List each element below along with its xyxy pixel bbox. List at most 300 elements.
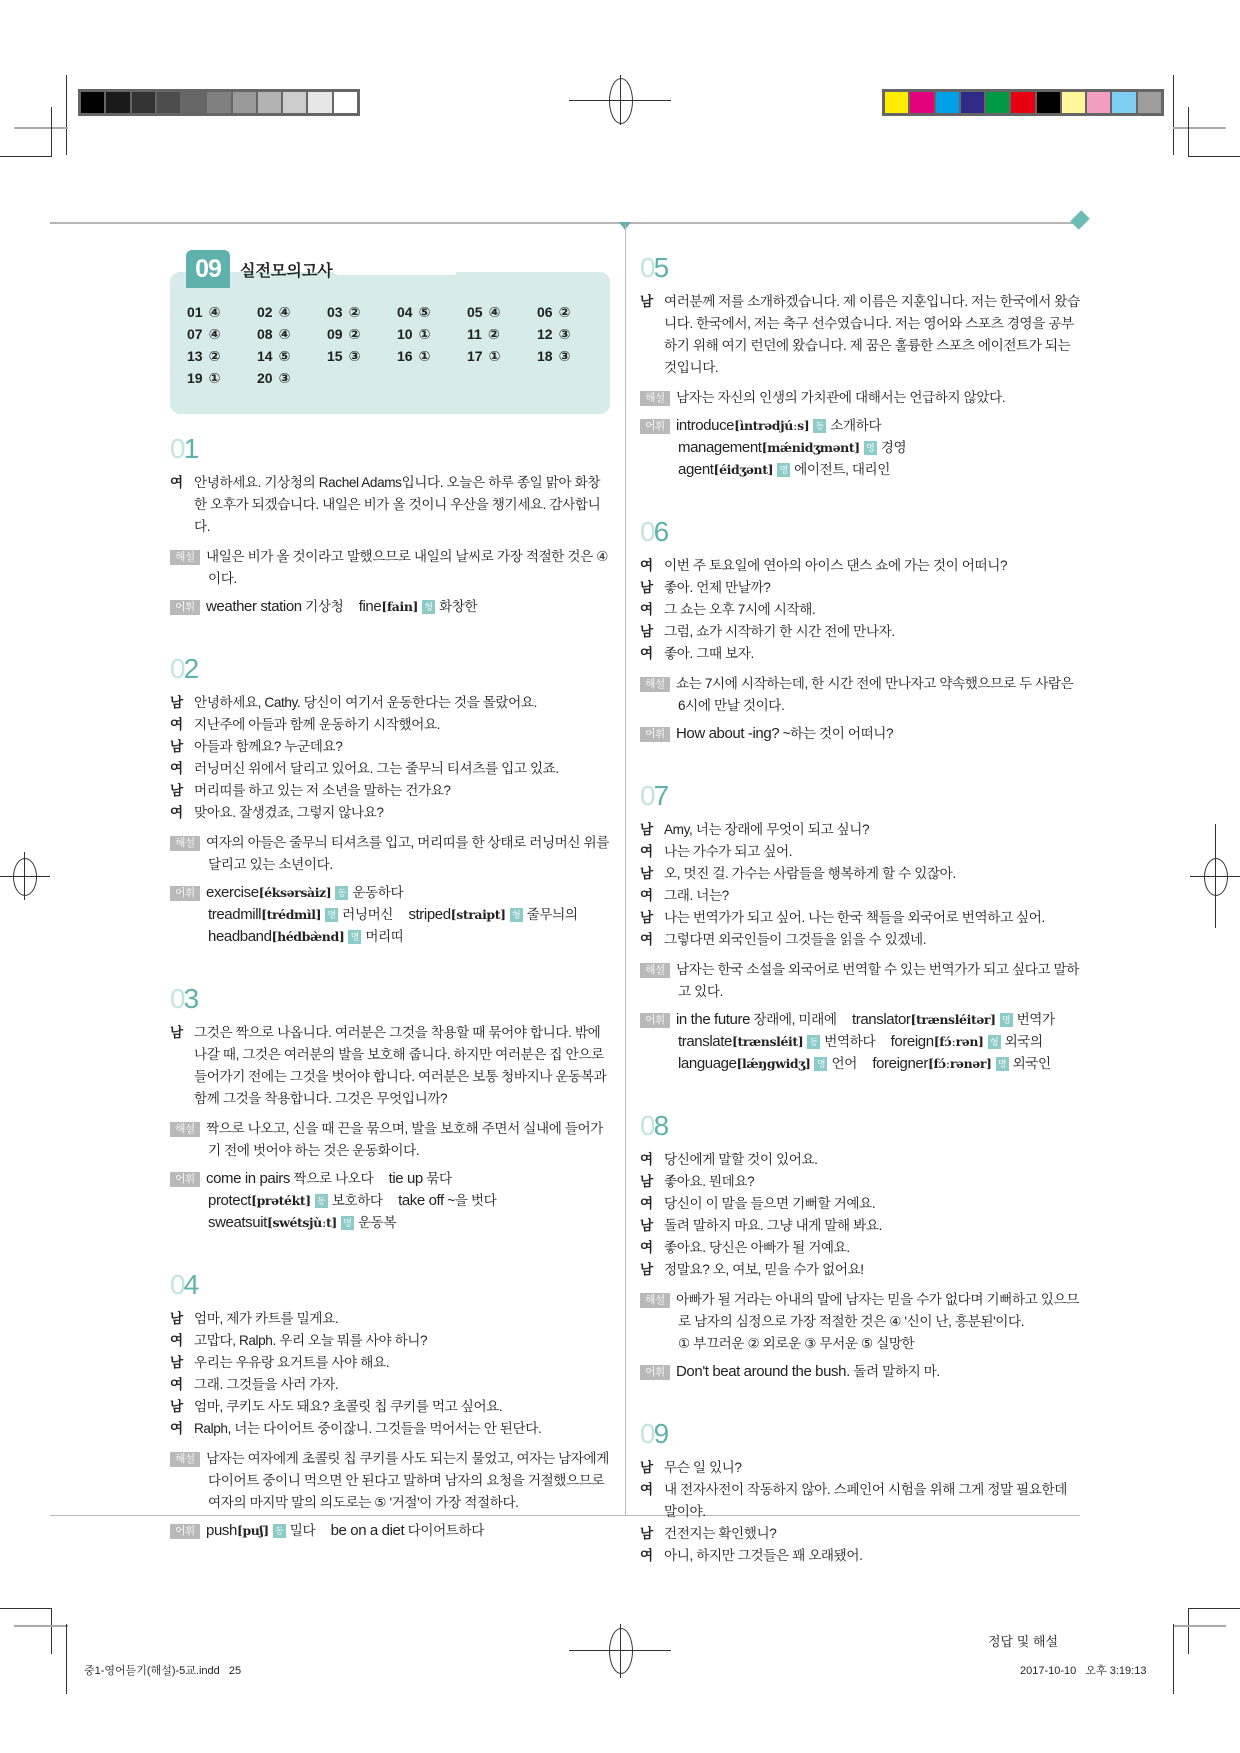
speaker-label: 여 <box>640 888 653 903</box>
dialogue-text: 여러분께 저를 소개하겠습니다. 제 이름은 지훈입니다. 저는 한국에서 왔습니다. 한국에서, 저는 축구 선수였습니다. 저는 영어와 스포츠 경영을 공부하기 위해 여기 런던에 왔습니다. 제 꿈은 훌륭한 스포츠 에이전트가 되는 것입니다. <box>664 294 1080 375</box>
vocab-item <box>206 1520 315 1542</box>
pronunciation-text: trænsléit <box>737 1034 798 1049</box>
speaker-label: 남 <box>170 1355 183 1370</box>
answer-item <box>467 304 537 321</box>
question-number: 07 <box>187 326 203 342</box>
explanation <box>170 1118 612 1162</box>
vocab-word: be on a diet <box>330 1522 405 1539</box>
part-of-speech-badge: 명 <box>777 463 790 477</box>
question-number: 01 <box>187 304 203 320</box>
answer-choice: ① <box>488 348 501 364</box>
color-swatch <box>334 92 357 113</box>
answer-choice: ③ <box>558 348 571 364</box>
vocab-pronunciation: [fɔ́ːrən] <box>933 1034 984 1049</box>
right-column <box>640 251 1082 1650</box>
pronunciation-text: hédbæ̀nd <box>277 929 339 944</box>
dialogue-text: 안녕하세요, Cathy. 당신이 여기서 운동한다는 것을 몰랐어요. <box>194 695 537 710</box>
dialogue-text: 내 전자사전이 작동하지 않아. 스페인어 시험을 위해 그게 정말 필요한데 말이야. <box>664 1482 1067 1519</box>
section-number-second-digit: 3 <box>183 983 198 1014</box>
vocab-meaning: ~하는 것이 어떠니? <box>782 726 894 741</box>
vocab-word: Don't beat around the bush. <box>676 1363 850 1380</box>
vocab-item <box>208 926 404 948</box>
vocab-pronunciation: [éksərsàiz] <box>258 885 332 900</box>
pronunciation-text: lǽŋgwidʒ <box>742 1056 805 1071</box>
part-of-speech-badge: 명 <box>996 1057 1009 1071</box>
dialogue-text: 좋아. 그때 보자. <box>664 646 754 661</box>
dialogue-text: 그럼, 쇼가 시작하기 한 시간 전에 만나자. <box>664 624 895 639</box>
running-footer-label: 정답 및 해설 <box>987 1634 1058 1649</box>
vocab-word: agent <box>678 461 714 478</box>
vocab-item <box>208 1190 383 1212</box>
answer-item <box>397 326 467 343</box>
vocab-item <box>206 596 343 618</box>
color-swatch <box>1037 92 1062 113</box>
dialogue-text: 러닝머신 위에서 달리고 있어요. 그는 줄무늬 티셔츠를 입고 있죠. <box>194 761 559 776</box>
part-of-speech-badge: 동 <box>315 1194 328 1208</box>
section-number <box>640 1109 1082 1143</box>
dialogue-line <box>170 802 612 824</box>
section-number-second-digit: 9 <box>653 1418 668 1449</box>
vocab-meaning: 외국의 <box>1004 1034 1043 1049</box>
question-number: 04 <box>397 304 413 320</box>
vocab-label: 어휘 <box>640 1013 670 1028</box>
part-of-speech-badge: 동 <box>813 419 826 433</box>
dialogue-line <box>640 1259 1082 1281</box>
section-number-second-digit: 4 <box>183 1269 198 1300</box>
answer-item <box>537 326 607 343</box>
explanation <box>640 673 1082 717</box>
vocab-item <box>359 596 478 618</box>
speaker-label: 남 <box>640 866 653 881</box>
color-swatch <box>182 92 207 113</box>
color-swatch <box>1062 92 1087 113</box>
vocab-word: foreign <box>890 1033 934 1050</box>
question-number: 12 <box>537 326 553 342</box>
color-swatch <box>1011 92 1036 113</box>
section-number-second-digit: 2 <box>183 653 198 684</box>
grayscale-calibration-bar <box>78 89 360 116</box>
speaker-label: 남 <box>640 822 653 837</box>
answer-choice: ① <box>208 370 221 386</box>
vocab-word: come in pairs <box>206 1170 291 1187</box>
section-number-first-digit: 0 <box>170 1269 184 1300</box>
dialogue-text: 지난주에 아들과 함께 운동하기 시작했어요. <box>194 717 441 732</box>
answer-item <box>327 348 397 365</box>
part-of-speech-badge: 동 <box>273 1524 286 1538</box>
vocab-meaning: 소개하다 <box>830 418 882 433</box>
question-number: 08 <box>257 326 273 342</box>
answer-choice: ③ <box>278 370 291 386</box>
dialogue-line <box>170 736 612 758</box>
color-swatch <box>986 92 1011 113</box>
answer-item <box>397 348 467 365</box>
section-number-first-digit: 0 <box>170 653 184 684</box>
section-number-second-digit: 5 <box>653 252 668 283</box>
diamond-icon <box>1070 210 1090 230</box>
pronunciation-text: trédmìl <box>266 907 316 922</box>
vocabulary <box>640 1009 1082 1075</box>
vocab-label: 어휘 <box>640 1365 670 1380</box>
vocab-pronunciation: [hédbæ̀nd] <box>271 929 345 944</box>
explanation-label: 해설 <box>640 963 670 978</box>
vocab-word: language <box>678 1055 737 1072</box>
dialogue-text: 엄마, 쿠키도 사도 돼요? 초콜릿 칩 쿠키를 먹고 싶어요. <box>194 1399 503 1414</box>
vocab-item <box>678 1031 875 1053</box>
vocab-word: push <box>206 1522 237 1539</box>
vocab-label: 어휘 <box>640 419 670 434</box>
pronunciation-text: éksərsàiz <box>264 885 326 900</box>
question-number: 19 <box>187 370 203 386</box>
question-number: 03 <box>327 304 343 320</box>
vocab-word: fine <box>358 598 382 615</box>
answer-choice: ① <box>418 326 431 342</box>
section-08 <box>640 1109 1082 1383</box>
dialogue-line <box>170 1418 612 1440</box>
answer-box-notch <box>330 253 456 275</box>
answer-item <box>187 348 257 365</box>
dialogue-text: 건전지는 확인했니? <box>664 1526 777 1541</box>
section-04 <box>170 1268 612 1542</box>
vocab-meaning: 장래에, 미래에 <box>753 1012 837 1027</box>
speaker-label: 여 <box>170 1377 183 1392</box>
dialogue-line <box>640 1193 1082 1215</box>
explanation-text: 내일은 비가 올 것이라고 말했으므로 내일의 날씨로 가장 적절한 것은 ④이다. <box>206 549 609 586</box>
vocab-meaning: 외국인 <box>1012 1056 1051 1071</box>
vocab-pronunciation: [fɔ́ːrənər] <box>927 1056 992 1071</box>
dialogue-text: 그 쇼는 오후 7시에 시작해. <box>664 602 816 617</box>
speaker-label: 여 <box>170 1333 183 1348</box>
part-of-speech-badge: 형 <box>988 1035 1001 1049</box>
explanation-label: 해설 <box>170 1452 200 1467</box>
part-of-speech-badge: 명 <box>864 441 877 455</box>
color-swatch <box>157 92 182 113</box>
vocab-word: exercise <box>206 884 259 901</box>
vocab-pronunciation: [trænsléit] <box>731 1034 804 1049</box>
vocab-word: striped <box>408 906 451 923</box>
answer-choice: ② <box>558 304 571 320</box>
part-of-speech-badge: 동 <box>807 1035 820 1049</box>
dialogue-text: 머리띠를 하고 있는 저 소년을 말하는 건가요? <box>194 783 451 798</box>
section-number <box>640 251 1082 285</box>
vocabulary <box>170 596 612 618</box>
part-of-speech-badge: 명 <box>1000 1013 1013 1027</box>
speaker-label: 여 <box>640 932 653 947</box>
dialogue-line <box>640 1457 1082 1479</box>
dialogue-line <box>640 1149 1082 1171</box>
dialogue-text: Amy, 너는 장래에 무엇이 되고 싶니? <box>664 822 870 837</box>
speaker-label: 남 <box>170 783 183 798</box>
vocab-item <box>676 415 881 437</box>
explanation <box>640 959 1082 1003</box>
dialogue-line <box>170 758 612 780</box>
section-number <box>170 1268 612 1302</box>
speaker-label: 남 <box>640 1262 653 1277</box>
speaker-label: 남 <box>640 624 653 639</box>
pronunciation-text: swétsjùːt <box>272 1215 332 1230</box>
dialogue-line <box>170 472 612 538</box>
speaker-label: 남 <box>170 1399 183 1414</box>
explanation-label: 해설 <box>170 550 200 565</box>
color-swatch <box>910 92 935 113</box>
pronunciation-text: mǽnidʒmənt <box>767 440 855 455</box>
dialogue-line <box>170 692 612 714</box>
section-number-first-digit: 0 <box>640 252 654 283</box>
explanation <box>640 1289 1082 1355</box>
vocab-meaning: 기상청 <box>305 599 344 614</box>
color-swatch <box>258 92 283 113</box>
answer-item <box>257 370 327 387</box>
section-number <box>640 1417 1082 1451</box>
answer-item <box>187 326 257 343</box>
question-number: 10 <box>397 326 413 342</box>
vocab-meaning: 짝으로 나오다 <box>293 1171 374 1186</box>
color-swatch <box>132 92 157 113</box>
dialogue-line <box>170 714 612 736</box>
vocab-meaning: 돌려 말하지 마. <box>853 1364 940 1379</box>
speaker-label: 여 <box>170 761 183 776</box>
question-number: 16 <box>397 348 413 364</box>
speaker-label: 여 <box>640 602 653 617</box>
explanation-text: 아빠가 될 거라는 아내의 말에 남자는 믿을 수가 없다며 기뻐하고 있으므로 남자의 심정으로 가장 적절한 것은 ④ '신이 난, 흥분된'이다. <box>676 1292 1079 1329</box>
explanation <box>170 832 612 876</box>
question-number: 14 <box>257 348 273 364</box>
print-timestamp: 2017-10-10 오후 3:19:13 <box>1020 1665 1147 1677</box>
vocab-word: management <box>678 439 762 456</box>
dialogue-text: 좋아. 언제 만날까? <box>664 580 771 595</box>
dialogue-line <box>640 863 1082 885</box>
part-of-speech-badge: 명 <box>325 908 338 922</box>
top-rule <box>50 222 1080 224</box>
dialogue-line <box>640 577 1082 599</box>
answer-item <box>537 304 607 321</box>
color-swatch <box>233 92 258 113</box>
vocab-item <box>206 882 403 904</box>
vocab-item <box>398 1190 496 1212</box>
answer-choice: ③ <box>558 326 571 342</box>
dialogue-line <box>640 929 1082 951</box>
vocab-item <box>852 1009 1055 1031</box>
speaker-label: 여 <box>170 717 183 732</box>
answer-item <box>537 348 607 365</box>
vocab-word: introduce <box>676 417 735 434</box>
vocab-label: 어휘 <box>170 600 200 615</box>
vocab-meaning: 운동복 <box>357 1215 397 1230</box>
vocab-meaning: 다이어트하다 <box>407 1523 484 1538</box>
vocab-item <box>676 1361 940 1383</box>
dialogue-text: 돌려 말하지 마요. 그냥 내게 말해 봐요. <box>664 1218 882 1233</box>
section-01 <box>170 432 612 618</box>
vocab-word: foreigner <box>872 1055 928 1072</box>
speaker-label: 여 <box>640 1196 653 1211</box>
dialogue-text: 당신이 이 말을 들으면 기뻐할 거예요. <box>664 1196 876 1211</box>
question-number: 15 <box>327 348 343 364</box>
vocab-meaning: 화창한 <box>439 599 478 614</box>
dialogue-text: 고맙다, Ralph. 우리 오늘 뭐를 사야 하니? <box>194 1333 428 1348</box>
color-swatch <box>81 92 106 113</box>
answer-item <box>187 370 257 387</box>
vocab-word: tie up <box>388 1170 423 1187</box>
vocabulary <box>640 415 1082 481</box>
dialogue-text: 그것은 짝으로 나옵니다. 여러분은 그것을 착용할 때 묶어야 합니다. 밖에 나갈 때, 그것은 여러분의 발을 보호해 줍니다. 하지만 여러분은 집 안으로 들어가기 전에는 그것을 벗어야 합니다. 여러분은 보통 청바지나 운동복과 함께 그것을 착용합니다. 그것은 무엇입니까? <box>194 1025 607 1106</box>
vocab-item <box>676 1009 837 1031</box>
left-column <box>170 432 612 1576</box>
vocab-pronunciation: [ìntrədjúːs] <box>734 418 810 433</box>
vocab-pronunciation: [lǽŋgwidʒ] <box>736 1056 811 1071</box>
speaker-label: 남 <box>170 1025 183 1040</box>
question-number: 11 <box>467 326 482 342</box>
file-name: 중1-영어듣기(해설)-5교.indd 25 <box>84 1665 242 1677</box>
answer-choice: ⑤ <box>418 304 431 320</box>
vocab-pronunciation: [éidʒənt] <box>713 462 774 477</box>
vocab-word: How about -ing? <box>676 725 780 742</box>
column-divider <box>625 224 626 1516</box>
vocabulary <box>640 723 1082 745</box>
pronunciation-text: fain <box>386 599 413 614</box>
color-swatch <box>885 92 910 113</box>
vocab-pronunciation: [swétsjùːt] <box>266 1215 337 1230</box>
speaker-label: 여 <box>170 805 183 820</box>
speaker-label: 남 <box>170 739 183 754</box>
section-number <box>170 432 612 466</box>
vocab-item <box>891 1031 1043 1053</box>
question-number: 13 <box>187 348 203 364</box>
vocab-word: treadmill <box>208 906 262 923</box>
explanation-choices: ① 부끄러운 ② 외로운 ③ 무서운 ⑤ 실망한 <box>678 1336 915 1351</box>
dialogue-text: 우리는 우유랑 요거트를 사야 해요. <box>194 1355 390 1370</box>
vocab-word: weather station <box>206 598 302 615</box>
vocab-item <box>678 459 890 481</box>
dialogue-line <box>170 1396 612 1418</box>
color-swatch <box>1138 92 1161 113</box>
dialogue-line <box>640 1545 1082 1567</box>
pronunciation-text: fɔ́ːrən <box>939 1034 979 1049</box>
dialogue-line <box>640 621 1082 643</box>
vocab-pronunciation: [trédmìl] <box>261 907 322 922</box>
vocab-item <box>331 1520 484 1542</box>
explanation-text: 남자는 여자에게 초콜릿 칩 쿠키를 사도 되는지 물었고, 여자는 남자에게 다이어트 중이니 먹으면 안 된다고 말하며 남자의 요청을 거절했으므로 여자의 마지막 말의 의도로는 ⑤ '거절'이 가장 적절하다. <box>206 1451 609 1510</box>
speaker-label: 남 <box>640 1174 653 1189</box>
vocab-meaning: 머리띠 <box>365 929 404 944</box>
section-03 <box>170 982 612 1234</box>
vocab-label: 어휘 <box>640 727 670 742</box>
dialogue-line <box>170 780 612 802</box>
vocab-meaning: 보호하다 <box>331 1193 383 1208</box>
answer-choice: ① <box>418 348 431 364</box>
vocab-item <box>678 1053 857 1075</box>
answer-item <box>327 304 397 321</box>
speaker-label: 여 <box>640 1482 653 1497</box>
answer-choice: ④ <box>208 304 221 320</box>
color-swatch <box>207 92 232 113</box>
answer-item <box>187 304 257 321</box>
speaker-label: 여 <box>640 558 653 573</box>
vocab-word: translate <box>678 1033 732 1050</box>
dialogue-line <box>640 1523 1082 1545</box>
question-number: 06 <box>537 304 553 320</box>
vocabulary <box>640 1361 1082 1383</box>
explanation-text: 쇼는 7시에 시작하는데, 한 시간 전에 만나자고 약속했으므로 두 사람은 6시에 만날 것이다. <box>676 676 1074 713</box>
speaker-label: 남 <box>170 1311 183 1326</box>
dialogue-line <box>640 599 1082 621</box>
vocab-item <box>389 1168 452 1190</box>
color-swatch <box>283 92 308 113</box>
dialogue-line <box>170 1308 612 1330</box>
dialogue-text: 맞아요. 잘생겼죠, 그렇지 않나요? <box>194 805 384 820</box>
dialogue-text: 오, 멋진 걸. 가수는 사람들을 행복하게 할 수 있잖아. <box>664 866 956 881</box>
color-calibration-bar <box>882 89 1164 116</box>
explanation-label: 해설 <box>170 1122 200 1137</box>
part-of-speech-badge: 명 <box>814 1057 827 1071</box>
answer-item <box>467 326 537 343</box>
dialogue-text: 아들과 함께요? 누군데요? <box>194 739 343 754</box>
dialogue-line <box>640 907 1082 929</box>
color-swatch <box>308 92 333 113</box>
dialogue-text: 아니, 하지만 그것들은 꽤 오래됐어. <box>664 1548 863 1563</box>
vocab-meaning: 경영 <box>880 440 907 455</box>
test-title: 실전모의고사 <box>240 263 333 280</box>
dialogue-line <box>640 643 1082 665</box>
dialogue-text: 그래. 너는? <box>664 888 729 903</box>
answer-choice: ③ <box>348 348 361 364</box>
dialogue-line <box>640 1237 1082 1259</box>
explanation <box>170 1448 612 1514</box>
speaker-label: 남 <box>640 1218 653 1233</box>
section-number <box>170 982 612 1016</box>
section-number-second-digit: 7 <box>653 780 668 811</box>
dialogue-text: 나는 가수가 되고 싶어. <box>664 844 793 859</box>
vocab-meaning: 운동하다 <box>352 885 404 900</box>
answer-choice: ② <box>348 326 361 342</box>
speaker-label: 남 <box>640 910 653 925</box>
vocab-pronunciation: [straipt] <box>450 907 506 922</box>
dialogue-text: 좋아요. 뭔데요? <box>664 1174 755 1189</box>
dialogue-line <box>640 555 1082 577</box>
explanation-label: 해설 <box>640 1293 670 1308</box>
speaker-label: 여 <box>640 1240 653 1255</box>
pronunciation-text: prətékt <box>256 1193 306 1208</box>
question-number: 09 <box>327 326 343 342</box>
vocab-word: protect <box>208 1192 252 1209</box>
section-09 <box>640 1417 1082 1567</box>
dialogue-text: 엄마, 제가 카트를 밀게요. <box>194 1311 339 1326</box>
speaker-label: 남 <box>640 1526 653 1541</box>
speaker-label: 여 <box>640 1548 653 1563</box>
vocab-item <box>678 437 906 459</box>
dialogue-line <box>640 291 1082 379</box>
vocab-meaning: ~을 벗다 <box>447 1193 497 1208</box>
vocab-meaning: 언어 <box>831 1056 857 1071</box>
pronunciation-text: trænsléitər <box>916 1012 991 1027</box>
pronunciation-text: straipt <box>456 907 501 922</box>
vocab-meaning: 줄무늬의 <box>526 907 578 922</box>
section-07 <box>640 779 1082 1075</box>
section-number <box>640 779 1082 813</box>
dialogue-line <box>640 819 1082 841</box>
answer-choice: ② <box>208 348 221 364</box>
explanation-text: 남자는 한국 소설을 외국어로 번역할 수 있는 번역가가 되고 싶다고 말하고 있다. <box>676 962 1079 999</box>
vocab-word: take off <box>398 1192 444 1209</box>
vocab-item <box>206 1168 373 1190</box>
vocab-word: translator <box>851 1011 911 1028</box>
speaker-label: 남 <box>640 294 653 309</box>
answer-item <box>257 304 327 321</box>
answer-item <box>257 348 327 365</box>
question-number: 05 <box>467 304 483 320</box>
test-number-badge: 09 <box>186 250 230 288</box>
part-of-speech-badge: 명 <box>348 930 361 944</box>
vocab-meaning: 묶다 <box>426 1171 452 1186</box>
answer-item <box>327 326 397 343</box>
